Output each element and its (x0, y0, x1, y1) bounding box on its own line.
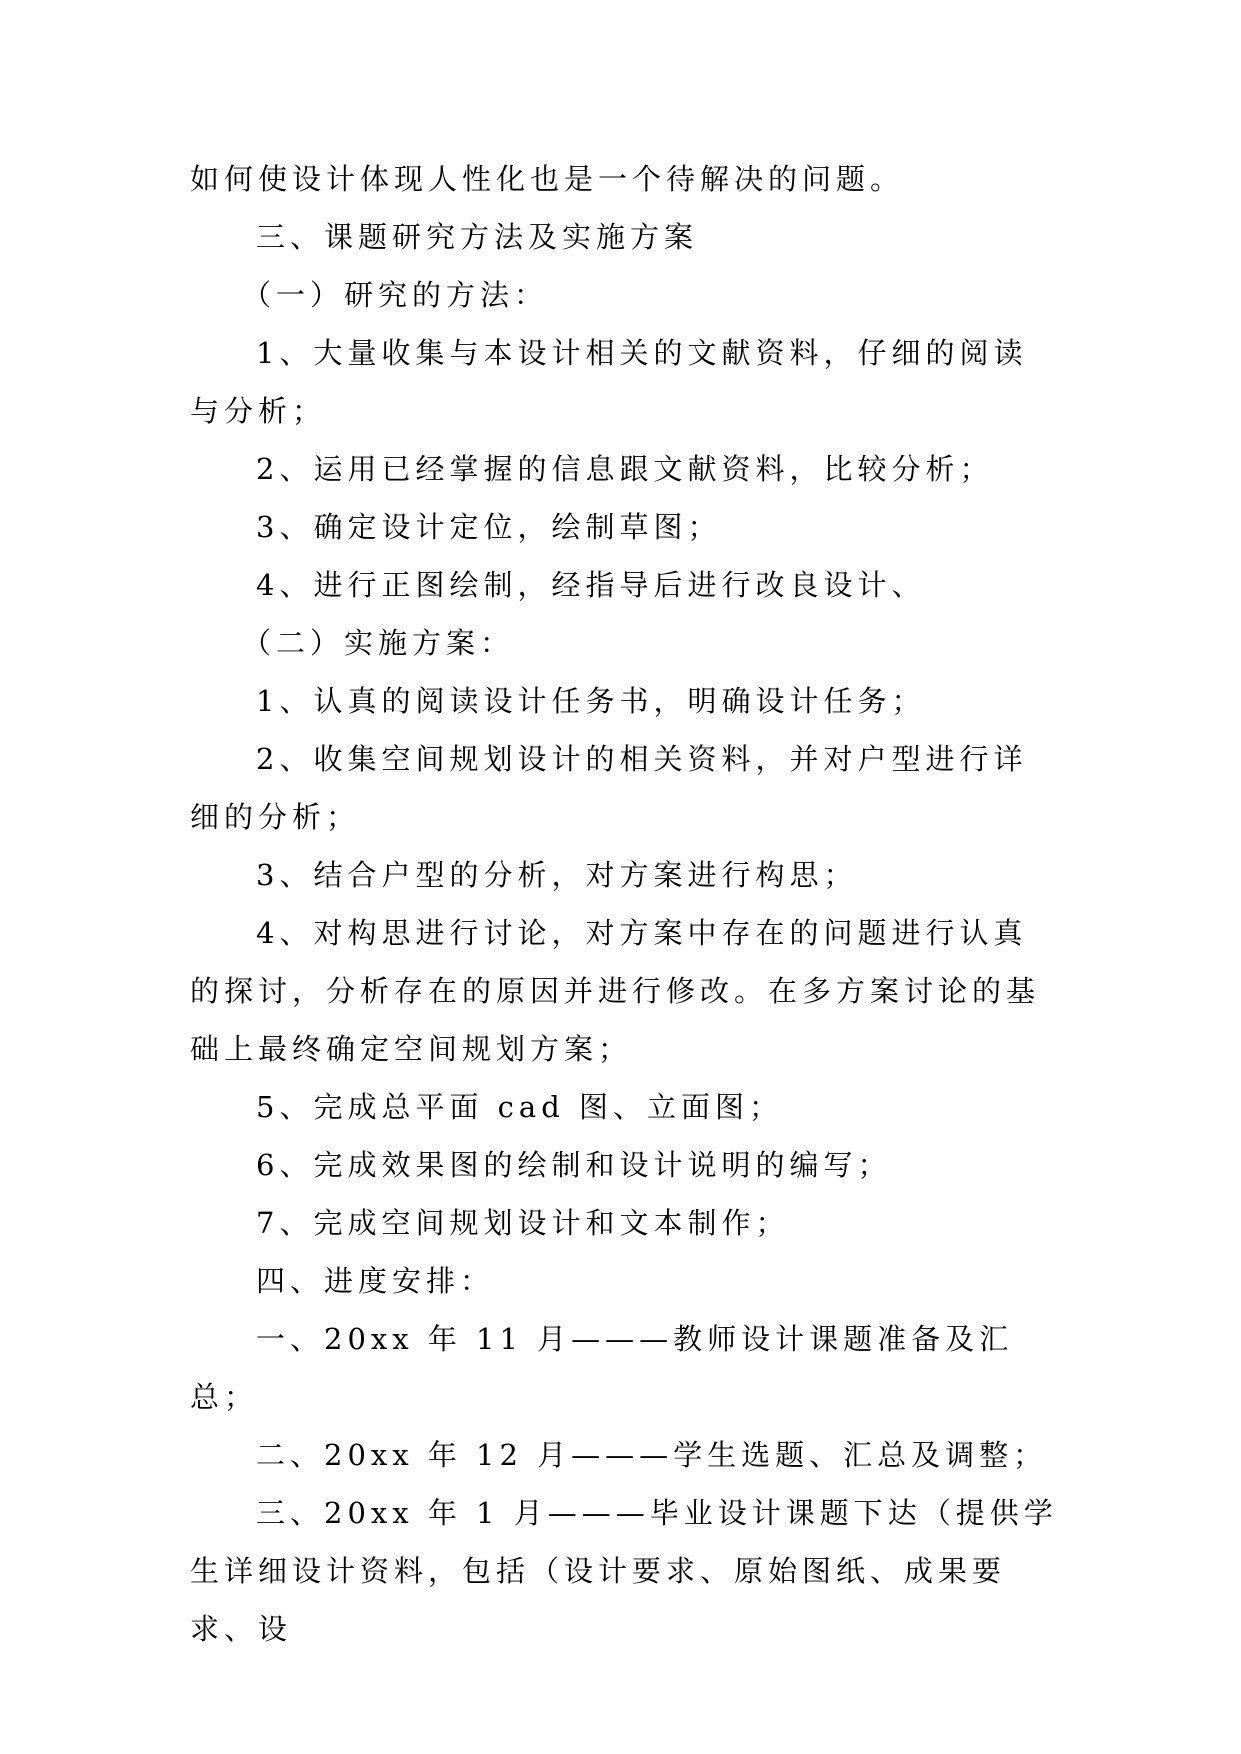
schedule-item: 二、20xx 年 12 月———学生选题、汇总及调整； (256, 1438, 1048, 1472)
schedule-item: 一、20xx 年 11 月———教师设计课题准备及汇总； (190, 1322, 1014, 1414)
list-item: 4、进行正图绘制，经指导后进行改良设计、 (256, 568, 926, 602)
document-body (190, 150, 1060, 1658)
list-item: 3、确定设计定位，绘制草图； (256, 510, 722, 544)
subsection-heading-implementation-plan: （二）实施方案： (242, 626, 515, 660)
list-item: 2、运用已经掌握的信息跟文献资料，比较分析； (256, 452, 994, 486)
schedule-item: 三、20xx 年 1 月———毕业设计课题下达（提供学生详细设计资料，包括（设计要求、原始图纸、成果要求、设 (190, 1496, 1058, 1646)
paragraph-continuation: 如何使设计体现人性化也是一个待解决的问题。 (190, 162, 905, 196)
section-heading-schedule: 四、进度安排： (256, 1264, 495, 1298)
section-heading-methods: 三、课题研究方法及实施方案 (256, 220, 699, 254)
list-item: 5、完成总平面 cad 图、立面图； (256, 1090, 783, 1124)
list-item: 1、认真的阅读设计任务书，明确设计任务； (256, 684, 926, 718)
list-item: 2、收集空间规划设计的相关资料，并对户型进行详细的分析； (190, 742, 1028, 834)
list-item: 1、大量收集与本设计相关的文献资料，仔细的阅读与分析； (190, 336, 1028, 428)
list-item: 7、完成空间规划设计和文本制作； (256, 1206, 790, 1240)
list-item: 6、完成效果图的绘制和设计说明的编写； (256, 1148, 892, 1182)
list-item: 4、对构思进行讨论，对方案中存在的问题进行认真的探讨，分析存在的原因并进行修改。在多方案讨论的基础上最终确定空间规划方案； (190, 916, 1041, 1066)
subsection-heading-research-methods: （一）研究的方法： (242, 278, 549, 312)
list-item: 3、结合户型的分析，对方案进行构思； (256, 858, 858, 892)
